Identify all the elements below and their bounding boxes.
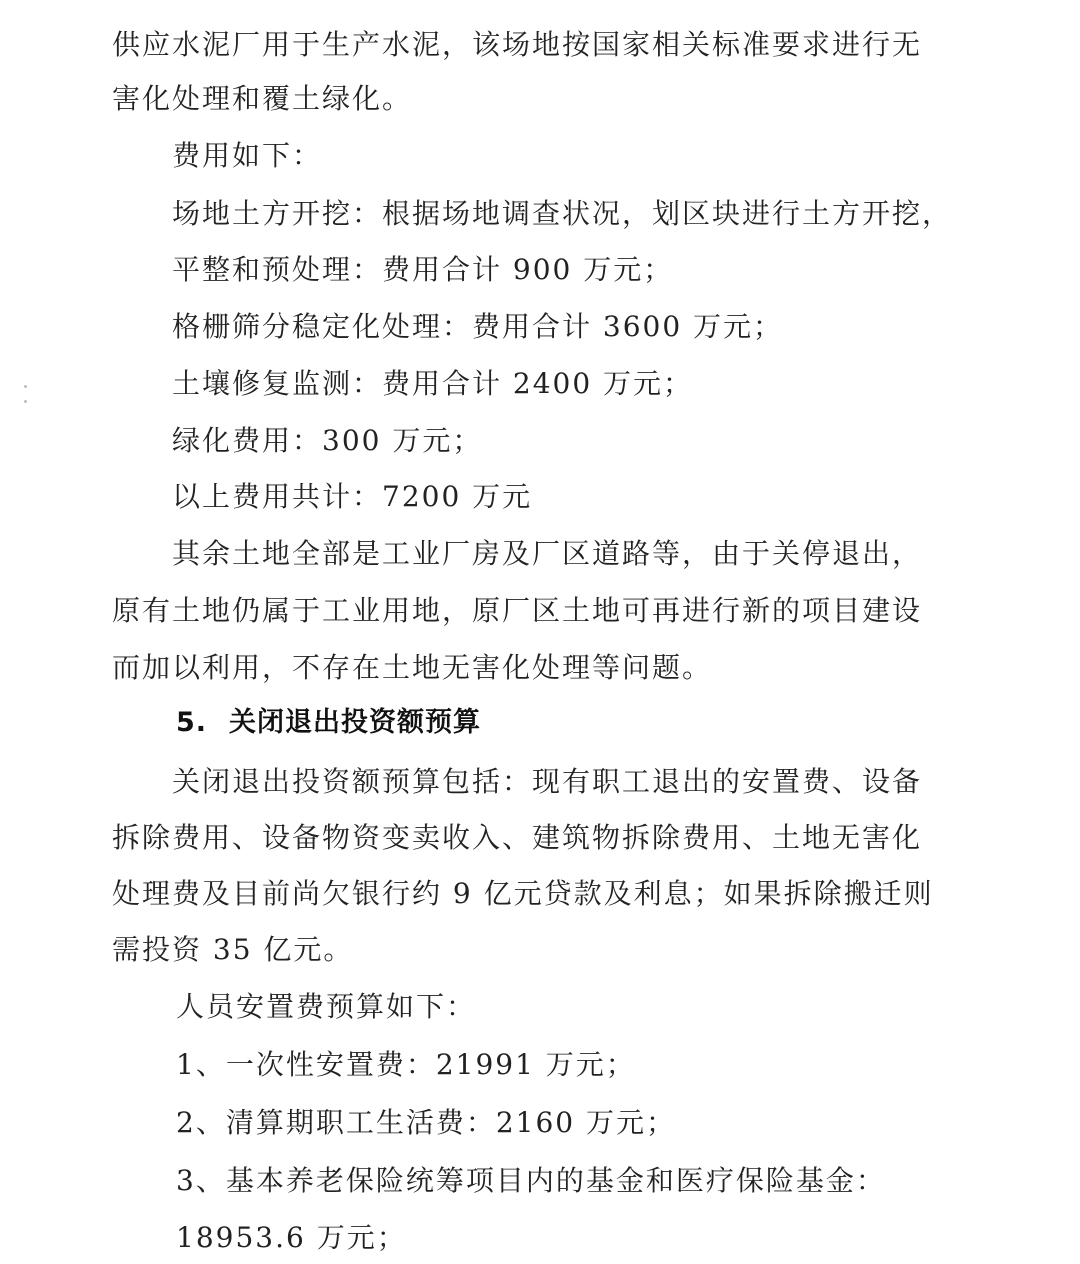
list-item: 2、清算期职工生活费：2160 万元； bbox=[176, 1106, 676, 1139]
paragraph-line: 关闭退出投资额预算包括：现有职工退出的安置费、设备 bbox=[172, 765, 923, 798]
paragraph-line: 场地土方开挖：根据场地调查状况，划区块进行土方开挖， bbox=[172, 197, 953, 230]
paragraph-line: 供应水泥厂用于生产水泥，该场地按国家相关标准要求进行无 bbox=[112, 28, 923, 61]
paragraph-line: 以上费用共计：7200 万元 bbox=[172, 480, 533, 513]
paragraph-line: 人员安置费预算如下： bbox=[176, 990, 477, 1023]
paragraph-line: 格栅筛分稳定化处理：费用合计 3600 万元； bbox=[172, 310, 784, 343]
section-number: 5. bbox=[176, 707, 208, 738]
list-item: 1、一次性安置费：21991 万元； bbox=[176, 1048, 636, 1081]
paragraph-line: 处理费及目前尚欠银行约 9 亿元贷款及利息；如果拆除搬迁则 bbox=[112, 877, 934, 910]
scan-speck bbox=[24, 385, 27, 388]
section-heading bbox=[176, 703, 481, 743]
paragraph-line: 而加以利用，不存在土地无害化处理等问题。 bbox=[112, 651, 713, 684]
paragraph-line: 需投资 35 亿元。 bbox=[112, 933, 354, 966]
list-item: 3、基本养老保险统筹项目内的基金和医疗保险基金： bbox=[176, 1164, 886, 1197]
paragraph-line: 原有土地仍属于工业用地，原厂区土地可再进行新的项目建设 bbox=[112, 594, 923, 627]
paragraph-line: 土壤修复监测：费用合计 2400 万元； bbox=[172, 367, 694, 400]
scan-speck bbox=[24, 400, 27, 403]
paragraph-line: 其余土地全部是工业厂房及厂区道路等，由于关停退出， bbox=[172, 537, 923, 570]
paragraph-line: 费用如下： bbox=[172, 139, 323, 172]
paragraph-line: 拆除费用、设备物资变卖收入、建筑物拆除费用、土地无害化 bbox=[112, 821, 923, 854]
section-title: 关闭退出投资额预算 bbox=[229, 707, 482, 738]
paragraph-line: 绿化费用：300 万元； bbox=[172, 424, 483, 457]
paragraph-line: 平整和预处理：费用合计 900 万元； bbox=[172, 253, 674, 286]
list-item-continuation: 18953.6 万元； bbox=[176, 1221, 407, 1254]
paragraph-line: 害化处理和覆土绿化。 bbox=[112, 82, 413, 115]
